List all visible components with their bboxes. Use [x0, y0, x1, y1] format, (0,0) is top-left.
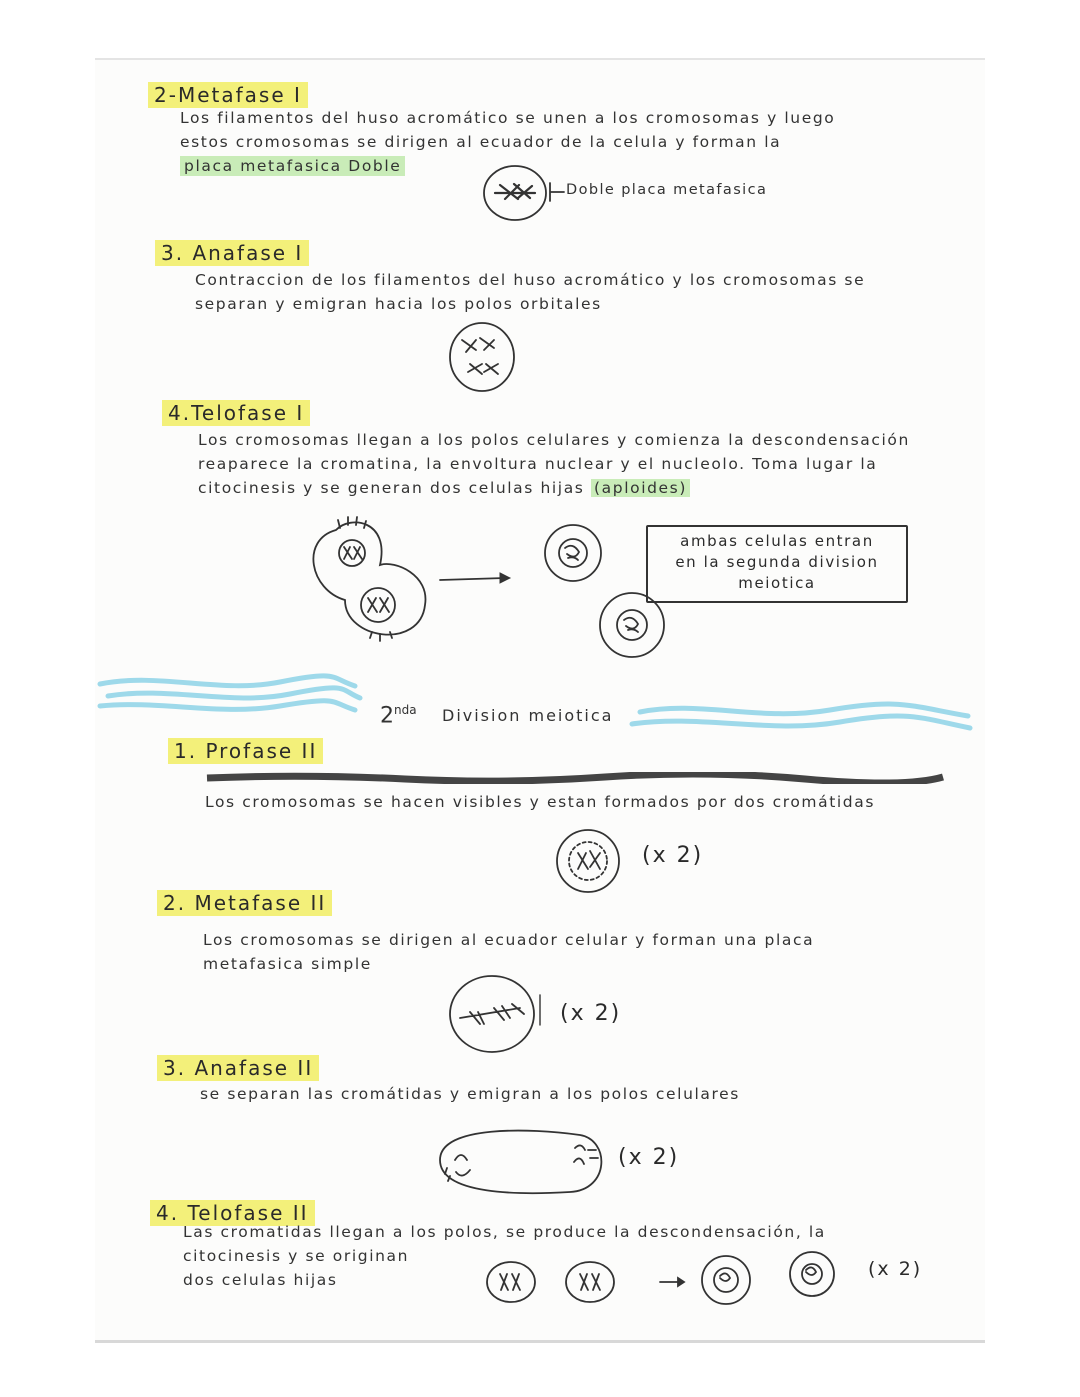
- note-box-line-1: ambas celulas entran: [680, 532, 874, 550]
- division-2-num: 2: [380, 703, 394, 729]
- heading-metafase-1: 2-Metafase I: [148, 82, 308, 108]
- metafase-1-highlight: placa metafasica Doble: [180, 156, 405, 176]
- division-2-sup: nda: [394, 703, 417, 717]
- telofase-2-line-2: citocinesis y se originan: [183, 1247, 410, 1265]
- metafase-1-text: [180, 106, 835, 178]
- anafase-1-text: [195, 268, 865, 316]
- metafase-2-line-1: Los cromosomas se dirigen al ecuador celular y forman una placa: [203, 931, 815, 949]
- division-2-number: [380, 703, 417, 728]
- doble-placa-label: Doble placa metafasica: [566, 182, 768, 198]
- telofase-2-line-1: Las cromatidas llegan a los polos, se produce la descondensación, la: [183, 1223, 826, 1241]
- note-box-line-2: en la segunda division: [675, 553, 879, 571]
- telofase-2-multiplier: (x 2): [868, 1258, 923, 1280]
- telofase-1-line-1: Los cromosomas llegan a los polos celulares y comienza la descondensación: [198, 431, 910, 449]
- heading-telofase-2: 4. Telofase II: [150, 1200, 315, 1226]
- note-box: [646, 525, 908, 603]
- telofase-2-line-3: dos celulas hijas: [183, 1271, 338, 1289]
- anafase-1-line-2: separan y emigran hacia los polos orbitales: [195, 295, 602, 313]
- anafase-2-multiplier: (x 2): [618, 1145, 680, 1170]
- crossed-out-line: [205, 772, 945, 784]
- note-box-line-3: meiotica: [738, 574, 816, 592]
- metafase-2-multiplier: (x 2): [560, 1001, 622, 1026]
- aploides-highlight: (aploides): [591, 479, 690, 497]
- heading-anafase-1: 3. Anafase I: [155, 240, 309, 266]
- metafase-2-line-2: metafasica simple: [203, 955, 372, 973]
- heading-telofase-1: 4.Telofase I: [162, 400, 310, 426]
- heading-profase-2: 1. Profase II: [168, 738, 323, 764]
- telofase-1-line-2: reaparece la cromatina, la envoltura nuclear y el nucleolo. Toma lugar la: [198, 455, 878, 473]
- metafase-2-text: [203, 928, 814, 976]
- metafase-1-line-2: estos cromosomas se dirigen al ecuador de la celula y forman la: [180, 133, 782, 151]
- telofase-1-text: [198, 428, 910, 500]
- heading-anafase-2: 3. Anafase II: [157, 1055, 319, 1081]
- division-2-title: Division meiotica: [442, 706, 614, 725]
- telofase-2-text: [183, 1220, 826, 1292]
- heading-metafase-2: 2. Metafase II: [157, 890, 332, 916]
- anafase-2-line-1: se separan las cromátidas y emigran a los polos celulares: [200, 1085, 740, 1103]
- telofase-1-line-3: citocinesis y se generan dos celulas hijas: [198, 479, 585, 497]
- anafase-1-line-1: Contraccion de los filamentos del huso acromático y los cromosomas se: [195, 271, 866, 289]
- profase-2-line-1: Los cromosomas se hacen visibles y estan formados por dos cromátidas: [205, 793, 876, 811]
- metafase-1-line-1: Los filamentos del huso acromático se unen a los cromosomas y luego: [180, 109, 836, 127]
- profase-2-multiplier: (x 2): [642, 843, 704, 868]
